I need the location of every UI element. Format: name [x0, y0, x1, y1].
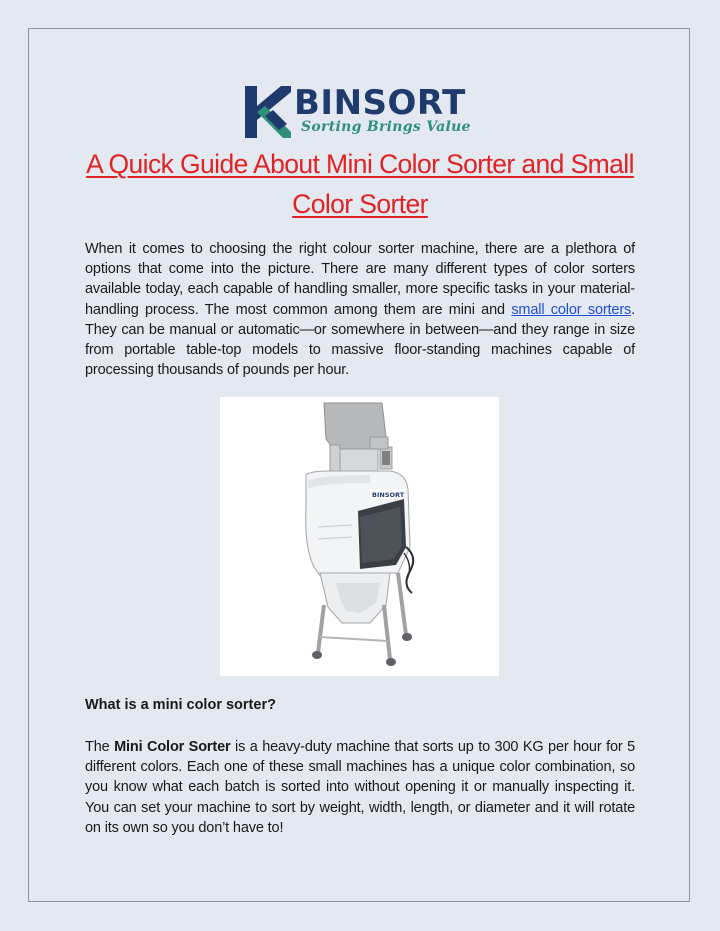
mini-color-sorter-paragraph [85, 737, 635, 838]
page-title: A Quick Guide About Mini Color Sorter and Small Color Sorter [86, 149, 634, 219]
intro-text: When it comes to choosing the right colour sorter machine, there are a plethora of options that come into the picture. There are many different types of color sorters available today, each capable of handling smaller, more specific tasks in your material-handling process. The most common among them are mini and [85, 241, 635, 318]
para-body: is a heavy-duty machine that sorts up to 300 KG per hour for 5 different colors. Each one of these small machines has a unique color combination, so you know what each batch is sorted into without opening it or manually inspecting it. You can set your machine to sort by weight, width, length, or diameter and it will rotate on its own so you don’t have to! [85, 739, 635, 836]
mini-color-sorter-image [220, 397, 499, 676]
small-color-sorters-link[interactable]: small color sorters [511, 301, 632, 318]
machine-brand-label: BINSORT [372, 491, 405, 499]
section-heading: What is a mini color sorter? [85, 697, 276, 713]
logo-tagline: Sorting Brings Value [301, 119, 471, 135]
logo-name: BINSORT [294, 83, 466, 123]
binsort-k-mark-icon [243, 86, 291, 138]
para-bold-term: Mini Color Sorter [114, 739, 231, 755]
intro-text-continued: . They can be manual or automatic—or somewhere in between—and they range in size from portable table-top models to massive floor-standing machines capable of processing thousands of pounds per hour. [85, 301, 635, 379]
intro-paragraph [85, 239, 635, 380]
para-prefix: The [85, 739, 115, 755]
binsort-logo [243, 83, 483, 138]
